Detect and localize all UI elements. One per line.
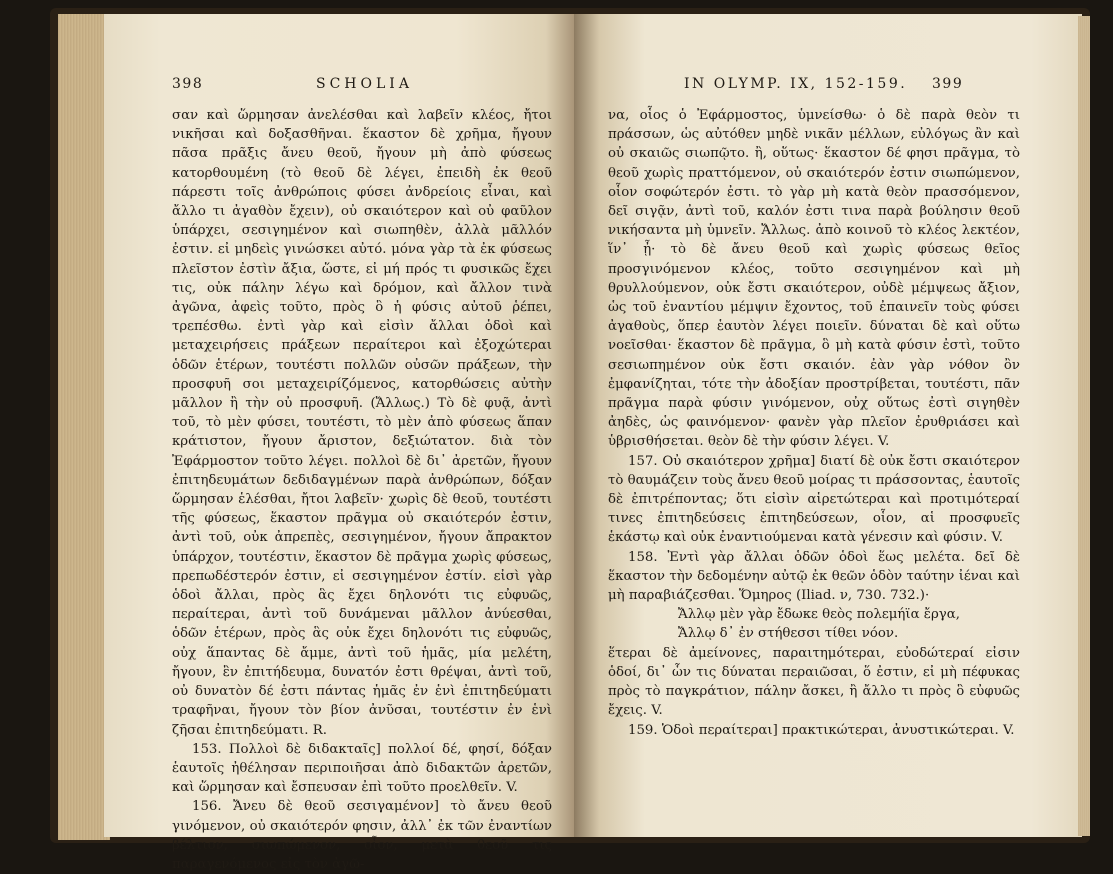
right-paragraph: ἕτεραι δὲ ἀμείνονες, παραιτημότεραι, εὐοδώτεραί εἰσιν ὁδοί, δι᾽ ὧν τις δύναται περαιῶσαι, ὅ ἐστιν, εἰ μὴ πέφυκας πρὸς τὸ παγκράτιον, πάλην ἄσκει, ἢ ἄλλο τι πρὸς ὃ εὐφυῶς ἔχεις. V. (608, 645, 1020, 719)
left-page-number: 398 (172, 76, 204, 92)
left-running-head (104, 76, 574, 100)
right-page (574, 14, 1082, 837)
left-paragraph: 156. Ἄνευ δὲ θεοῦ σεσιγαμένον] τὸ ἄνευ θεοῦ γινόμενον, οὐ σκαιότερόν φησιν, ἀλλ᾽ ἐκ τῶν ἐναντίων βέλτιον, σιωπώμενον, οἷον, μετὰ θεοῦ τις παραγενόμενος εἰς τὸν ἀγῶ- (172, 799, 552, 872)
right-paragraph: 158. Ἐντὶ γὰρ ἄλλαι ὁδῶν ὁδοὶ ἕως μελέτα. δεῖ δὲ ἕκαστον τὴν δεδομένην αὐτῷ ἐκ θεῶν ὁδὸν ταύτην ἰέναι καὶ μὴ παραβιάζεσθαι. Ὅμηρος (Iliad. ν, 730. 732.)· (608, 549, 1020, 604)
right-page-number: 399 (932, 76, 964, 92)
right-paragraph: να, οἷος ὁ Ἐφάρμοστος, ὑμνείσθω· ὁ δὲ παρὰ θεὸν τι πράσσων, ὡς αὐτόθεν μηδὲ νικᾶν μέλλων, εὐλόγως ἂν καὶ οὐ σκαιῶς σιωπῷτο. ἢ, οὕτως· ἕκαστον δέ φησι πρᾶγμα, τὸ θεοῦ χωρὶς πραττόμενον, οὐ σκαιότερόν ἐστιν σιωπώμενον, οἷον σοφώτερόν ἐστι. τὸ γὰρ μὴ κατὰ θεὸν πρασσόμενον, δεῖ σιγᾷν, ἀντὶ τοῦ, καλόν ἐστι τινα παρὰ βούλησιν θεοῦ νικήσαντα μὴ ὑμνεῖν. Ἄλλως. ἀπὸ κοινοῦ τὸ κλέος λεκτέον, ἵν᾽ ᾖ· τὸ δὲ ἄνευ θεοῦ καὶ χωρὶς φύσεως θεῖος προσγινόμενον κλέος, τοῦτο σεσιγημένον καὶ μὴ θρυλλούμενον, οὐκ ἔστι σκαιότερον, οὐδὲ μέμψεως ἄξιον, ὡς τοῦ ἐναντίου μέμψιν ἔχοντος, τοῦ ἐπαινεῖν τοὺς φύσει ἀγαθοὺς, ὅπερ ἑαυτὸν λέγει ποιεῖν. δύναται δὲ καὶ οὕτω νοεῖσθαι· ἕκαστον δὲ πρᾶγμα, ὃ μὴ κατὰ φύσιν ἐστὶ, τοῦτο σεσιωπημένον οὐκ ἔστι σκαιόν. ἐὰν γὰρ νόθον ὂν ἐμφανίζηται, τότε τὴν ἀδοξίαν προστρίβεται, τουτέστι, πᾶν πρᾶγμα παρὰ φύσιν γινόμενον, οὐχ οὕτως ἐστὶ σιγηθὲν ἀηδὲς, ὡς φαινόμενον· φανὲν γὰρ πλεῖον ἐρυθριάσει καὶ ὑβρισθήσεται. θεὸν δὲ τὴν φύσιν λέγει. V. (608, 108, 1020, 450)
left-running-title: SCHOLIA (316, 76, 413, 92)
left-paragraph: σαν καὶ ὥρμησαν ἀνελέσθαι καὶ λαβεῖν κλέος, ἤτοι νικῆσαι καὶ δοξασθῆναι. ἕκαστον δὲ χρῆμα, ἤγουν πᾶσα πρᾶξις ἄνευ θεοῦ, ἤγουν μὴ ἀπὸ φύσεως κατορθουμένη (τὸ θεοῦ δὲ λέγει, ἐπειδὴ ἐκ θεοῦ πάρεστι τοῖς ἀνθρώποις φύσει ἀνδρείοις εἶναι, καὶ ἄλλο τι ἀγαθὸν ἔχειν), οὐ σκαιότερον καὶ οὐ φαῦλον ὑπάρχει, σεσιγημένον καὶ σιωπηθὲν, ἀλλὰ μᾶλλόν ἐστιν. εἰ μηδεὶς γινώσκει αὐτό. μόνα γὰρ τὰ ἐκ φύσεως πλεῖστον ἐστὶν ἄξια, ὥστε, εἰ μή πρός τι φυσικῶς ἔχει τις, οὐκ πάλην λέγω καὶ δρόμον, καὶ ἄλλον τινὰ ἀγῶνα, ἀφεὶς τοῦτο, πρὸς ὃ ἡ φύσις αὐτοῦ ῥέπει, τρεπέσθω. ἐντὶ γὰρ καὶ εἰσὶν ἄλλαι ὁδοὶ καὶ μεταχειρήσεις πράξεων περαίτεροι καὶ ἐξοχώτεραι ὁδῶν ἑτέρων, τουτέστι πολλῶν οὐσῶν πράξεων, τὴν προσφυῆ σοι μεταχειρίζόμενος, κατορθώσεις αὐτὴν μᾶλλον ἢ τὴν οὐ προσφυῆ. (Ἄλλως.) Τὸ δὲ φυᾷ, ἀντὶ τοῦ, τὸ μὲν φύσει, τουτέστι, τὸ μὲν ἀπὸ φύσεως ἅπαν κράτιστον, ἤγουν ἄριστον, δεξιώτατον. διὰ τὸν Ἐφάρμοστον τοῦτο λέγει. πολλοὶ δὲ δι᾽ ἀρετῶν, ἤγουν ἐπιτηδευμάτων δεδιδαγμένων παρὰ ἀνθρώπων, δόξαν ὥρμησαν ἑλέσθαι, ἤτοι λαβεῖν· χωρὶς δὲ θεοῦ, τουτέστι τῆς φύσεως, ἕκαστον πρᾶγμα οὐ σκαιότερόν ἐστιν, ἀντὶ τοῦ, οὐκ ἀπρεπὲς, σεσιγημένον, ἤγουν ἄπρακτον ὑπάρχον, τουτέστιν, ἕκαστον δὲ πρᾶγμα χωρὶς φύσεως, πρεπωδέστερόν ἐστιν, εἰ σεσιγημένον ἐστίν. εἰσὶ γὰρ ὁδοὶ ἄλλαι, πρὸς ἃς ἔχει δηλονότι τις εὐφυῶς, περαίτεραι, ἀντὶ τοῦ δυνάμεναι μᾶλλον ἀνύεσθαι, ὁδῶν ἑτέρων, πρὸς ἃς οὐκ ἔχει δηλονότι τις εὐφυῶς, οὐχ ἅπαντας δὲ ἄμμε, ἀντὶ τοῦ ἡμᾶς, μία μελέτη, ἤγουν, ἓν ἐπιτήδευμα, δυνατόν ἐστι θρέψαι, ἀντὶ τοῦ, οὐ δυνατὸν δέ ἐστι πάντας ἡμᾶς ἐν ἑνὶ ἐπιτηδεύματι τραφῆναι, ἤγουν τὸν βίον ἀνῦσαι, τουτέστιν ἐν ἑνὶ ζῆσαι ἐπιτηδεύματι. R. (172, 108, 552, 738)
left-page-body (172, 106, 552, 874)
right-paragraph: 157. Οὐ σκαιότερον χρῆμα] διατί δὲ οὐκ ἔστι σκαιότερον τὸ θαυμάζειν τοὺς ἄνευ θεοῦ μοίρας τι πράσσοντας, ἑαυτοῖς δὲ ἐπιτρέποντας; ὅτι εἰσὶν αἱρετώτεραι καὶ προτιμότεραί τινες ἐπιτηδεύσεις ἐπιτηδεύσεων, οἷον, αἱ προσφυεῖς ἑκάστῳ καὶ οὐκ ἐναντιούμεναι κατὰ γένεσιν καὶ φύσιν. V. (608, 453, 1020, 546)
right-running-head (574, 76, 1082, 100)
page-edges-left (58, 14, 110, 840)
verse-line: Ἄλλῳ δ᾽ ἐν στήθεσσι τίθει νόον. (678, 626, 899, 642)
right-paragraph: 159. Ὁδοὶ περαίτεραι] πρακτικώτεραι, ἀνυστικώτεραι. V. (628, 722, 1015, 738)
right-running-title: IN OLYMP. IX, 152-159. (684, 76, 908, 92)
verse-line: Ἄλλῳ μὲν γὰρ ἔδωκε θεὸς πολεμήϊα ἔργα, (678, 607, 960, 623)
left-paragraph: 153. Πολλοὶ δὲ διδακταῖς] πολλοί δέ, φησί, δόξαν ἑαυτοῖς ἠθέλησαν περιποιῆσαι ἀπὸ διδακτῶν ἀρετῶν, καὶ ὥρμησαν καὶ ἔσπευσαν ἐπὶ τοῦτο προελθεῖν. V. (172, 741, 552, 796)
left-page (104, 14, 574, 872)
page-edges-right (1078, 16, 1090, 836)
right-page-body (608, 106, 1020, 740)
